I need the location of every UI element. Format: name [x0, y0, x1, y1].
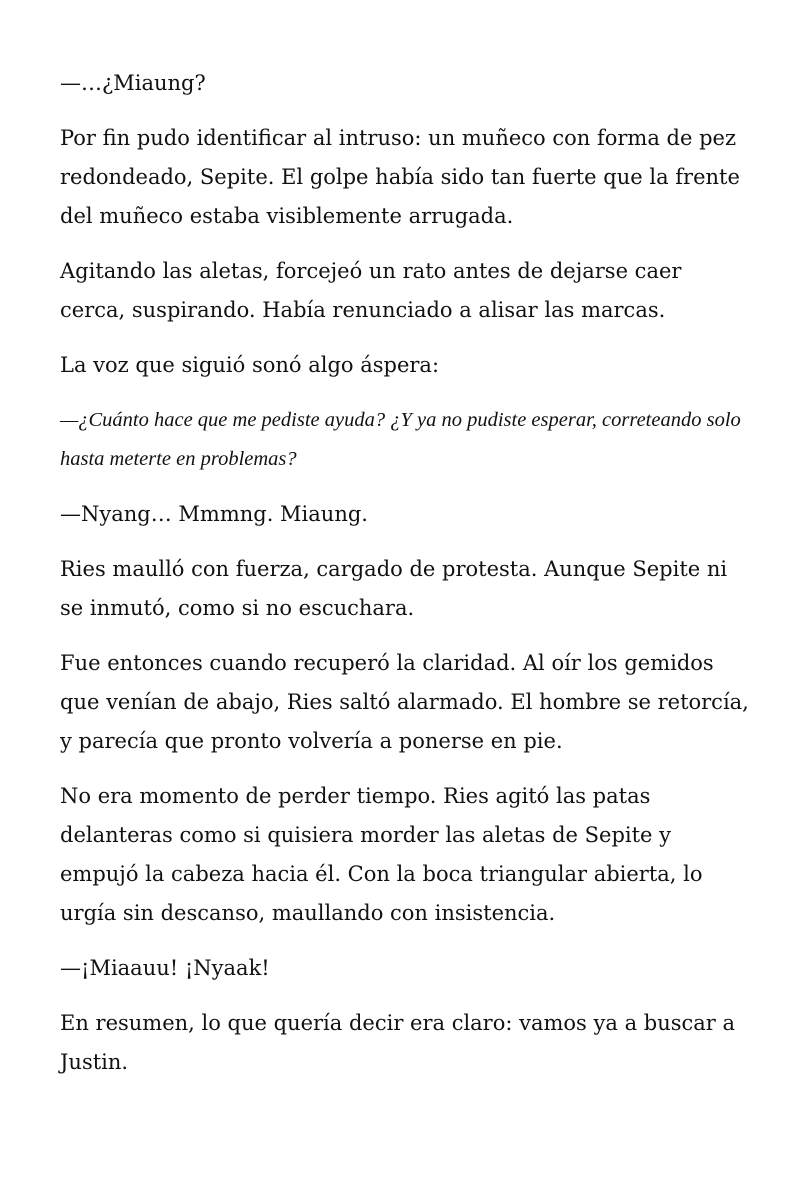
paragraph: En resumen, lo que quería decir era claro: vamos ya a buscar a Justin. [60, 1011, 736, 1074]
paragraph: Ries maulló con fuerza, cargado de protesta. Aunque Sepite ni se inmutó, como si no escuchara. [60, 557, 728, 620]
paragraph: —Nyang… Mmmng. Miaung. [60, 502, 368, 526]
paragraph: Fue entonces cuando recuperó la claridad. Al oír los gemidos que venían de abajo, Ries saltó alarmado. El hombre se retorcía, y parecía que pronto volvería a ponerse en pie. [60, 651, 749, 753]
paragraph: La voz que siguió sonó algo áspera: [60, 353, 440, 377]
paragraph: —¡Miaauu! ¡Nyaak! [60, 956, 270, 980]
paragraph: —…¿Miaung? [60, 71, 206, 95]
italic-dialogue-paragraph: —¿Cuánto hace que me pediste ayuda? ¿Y ya no pudiste esperar, correteando solo hasta meterte en problemas? [60, 409, 741, 470]
paragraph: Agitando las aletas, forcejeó un rato antes de dejarse caer cerca, suspirando. Había renunciado a alisar las marcas. [60, 259, 682, 322]
paragraph: No era momento de perder tiempo. Ries agitó las patas delanteras como si quisiera morder las aletas de Sepite y empujó la cabeza hacia él. Con la boca triangular abierta, lo urgía sin descanso, maullando con insistencia. [60, 784, 703, 925]
paragraph: Por fin pudo identificar al intruso: un muñeco con forma de pez redondeado, Sepite. El golpe había sido tan fuerte que la frente del muñeco estaba visiblemente arrugada. [60, 126, 740, 228]
document-body [60, 64, 750, 1098]
